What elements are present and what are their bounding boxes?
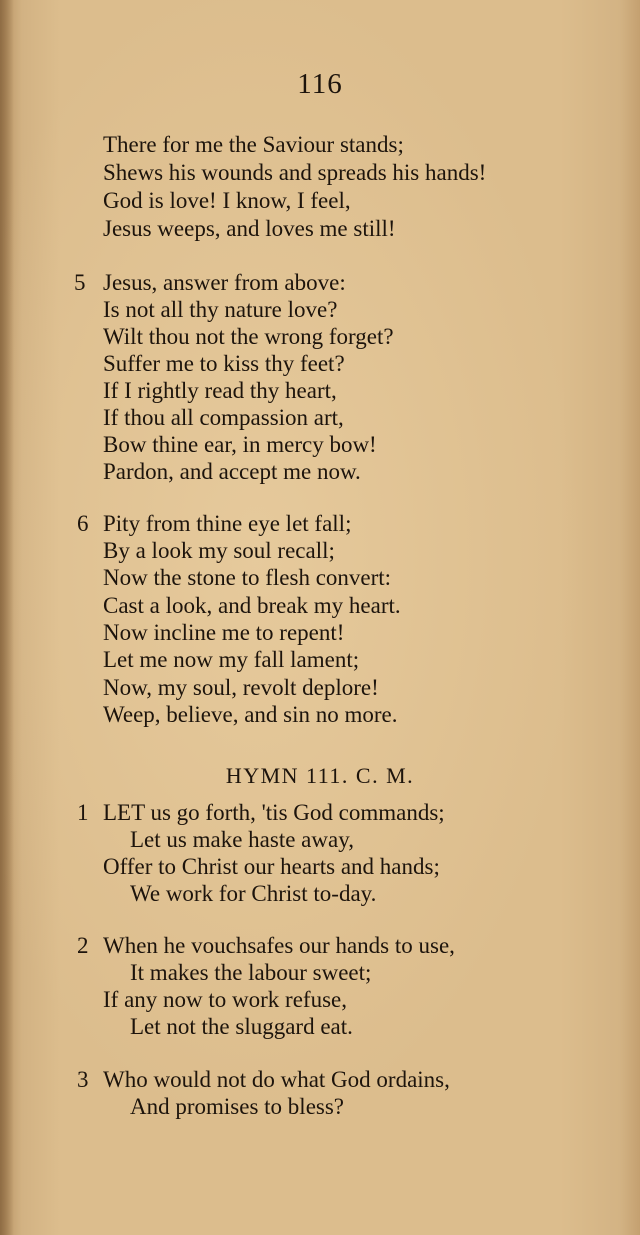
- page-gutter-shadow: [0, 0, 14, 1235]
- verse-line: Shews his wounds and spreads his hands!: [103, 160, 487, 185]
- stanza-number: 2: [77, 933, 89, 958]
- hymn-heading: HYMN 111. C. M.: [225, 763, 415, 788]
- verse-line: If I rightly read thy heart,: [103, 378, 337, 403]
- stanza-number: 1: [77, 800, 89, 825]
- verse-line: Is not all thy nature love?: [103, 297, 338, 322]
- verse-line: And promises to bless?: [130, 1094, 345, 1119]
- verse-line: When he vouchsafes our hands to use,: [103, 933, 455, 958]
- verse-line: Let me now my fall lament;: [103, 647, 360, 672]
- verse-line: Pity from thine eye let fall;: [103, 511, 352, 536]
- verse-line: If any now to work refuse,: [103, 987, 347, 1012]
- verse-line: It makes the labour sweet;: [130, 960, 372, 985]
- verse-line: We work for Christ to-day.: [130, 881, 377, 906]
- verse-line: Now incline me to repent!: [103, 620, 345, 645]
- verse-line: Jesus, answer from above:: [103, 270, 346, 295]
- verse-line: God is love! I know, I feel,: [103, 188, 351, 213]
- verse-line: Weep, believe, and sin no more.: [103, 702, 398, 727]
- verse-line: Wilt thou not the wrong forget?: [103, 324, 394, 349]
- verse-line: There for me the Saviour stands;: [103, 132, 404, 157]
- stanza-number: 3: [77, 1067, 89, 1092]
- verse-line: Bow thine ear, in mercy bow!: [103, 432, 377, 457]
- verse-line: By a look my soul recall;: [103, 538, 335, 563]
- stanza-number: 5: [74, 270, 86, 295]
- verse-line: Now the stone to flesh convert:: [103, 565, 392, 590]
- verse-line: LET us go forth, 'tis God commands;: [103, 800, 445, 825]
- stanza-number: 6: [77, 511, 89, 536]
- verse-line: Pardon, and accept me now.: [103, 459, 361, 484]
- verse-line: Cast a look, and break my heart.: [103, 593, 401, 618]
- verse-line: Offer to Christ our hearts and hands;: [103, 854, 440, 879]
- verse-line: Jesus weeps, and loves me still!: [103, 216, 396, 241]
- verse-line: Now, my soul, revolt deplore!: [103, 675, 379, 700]
- verse-line: Who would not do what God ordains,: [103, 1067, 450, 1092]
- page-number: 116: [297, 68, 343, 100]
- verse-line: If thou all compassion art,: [103, 405, 344, 430]
- verse-line: Let not the sluggard eat.: [130, 1014, 353, 1039]
- verse-line: Suffer me to kiss thy feet?: [103, 351, 345, 376]
- verse-line: Let us make haste away,: [130, 827, 354, 852]
